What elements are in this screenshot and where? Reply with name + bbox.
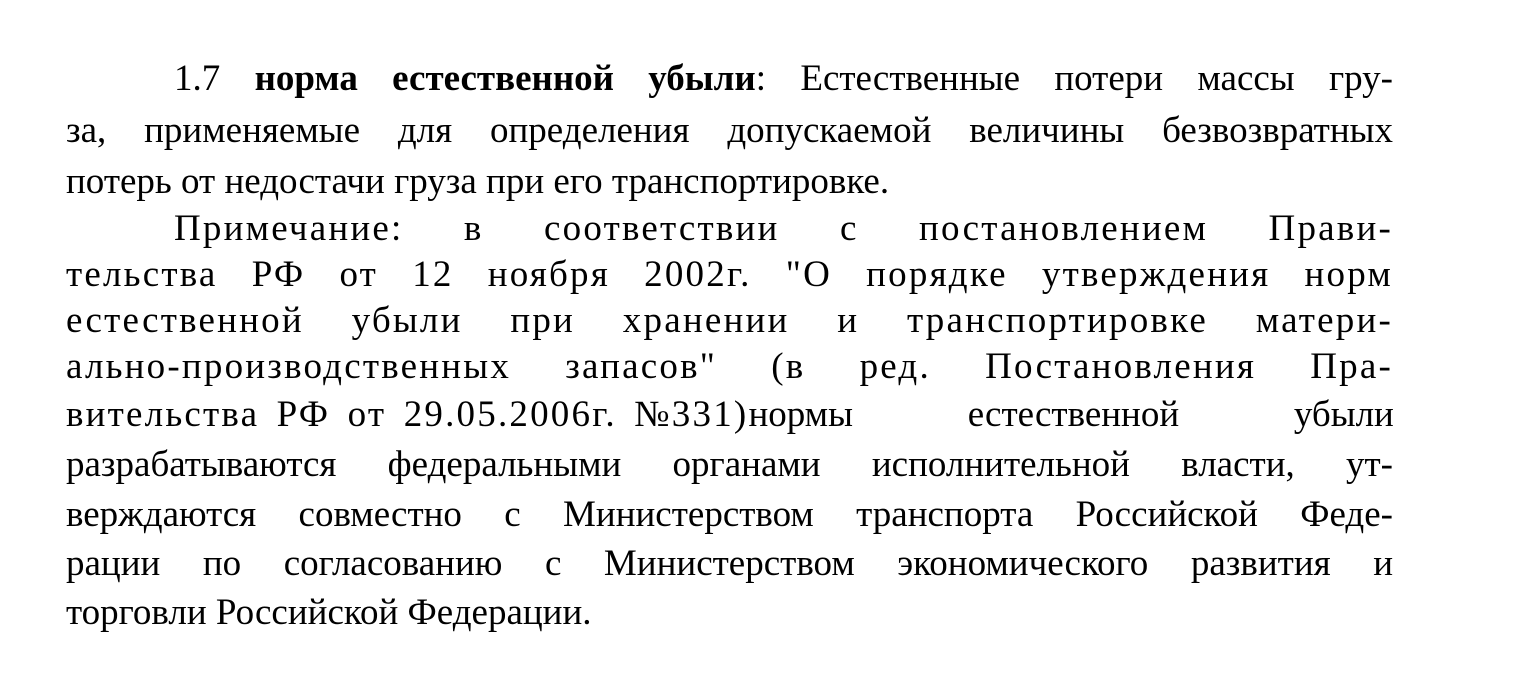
note-line-1: Примечание: в соответствии с постановлением Прави-: [174, 208, 1393, 249]
note-line-5: [66, 396, 1393, 433]
defined-term: норма естественной убыли: [254, 58, 756, 99]
note-line-4: ально-производственных запасов" (в ред. Постановления Пра-: [66, 346, 1393, 387]
note-line-7: верждаются совместно с Министерством транспорта Российской Феде-: [66, 494, 1393, 535]
definition-text: : Естественные потери массы гру-: [755, 58, 1393, 99]
note-line-6: разрабатываются федеральными органами исполнительной власти, ут-: [66, 444, 1393, 485]
note-line-5-start: вительства РФ от 29.05.2006г. №331): [66, 394, 749, 435]
note-line-3: естественной убыли при хранении и транспортировке матери-: [66, 300, 1393, 341]
definition-line-3: потерь от недостачи груза при его транспортировке.: [66, 161, 890, 202]
note-line-2: тельства РФ от 12 ноября 2002г. "О порядке утверждения норм: [66, 254, 1393, 295]
clause-number: 1.7: [174, 58, 221, 99]
definition-line-2: за, применяемые для определения допускаемой величины безвозвратных: [66, 110, 1393, 151]
note-line-9: торговли Российской Федерации.: [66, 592, 592, 633]
note-line-8: рации по согласованию с Министерством экономического развития и: [66, 543, 1393, 584]
definition-line-1: [174, 60, 1393, 97]
note-line-5-end: нормы естественной убыли: [748, 394, 1394, 435]
